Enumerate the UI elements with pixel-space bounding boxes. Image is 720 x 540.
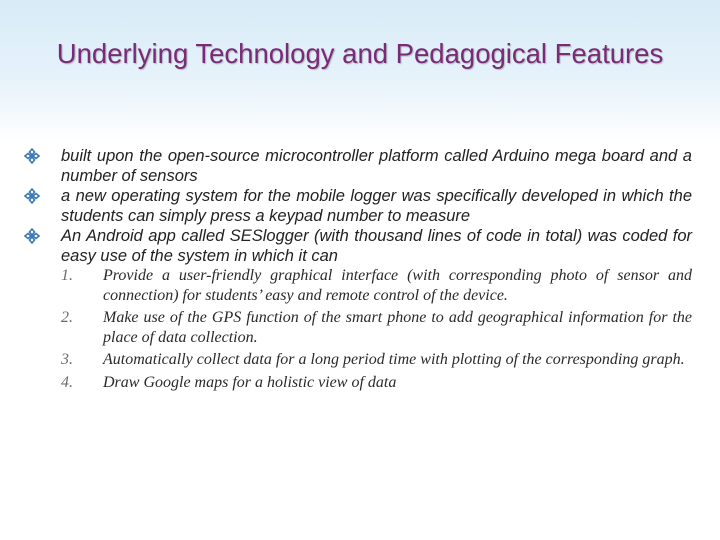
list-item [61,266,692,305]
list-item [61,308,692,347]
list-item-text: Make use of the GPS function of the smart phone to add geographical information for the place of data collection. [103,309,692,346]
list-number: 3. [61,351,73,368]
diamond-bullet-icon [22,226,42,246]
bullet-text: An Android app called SESlogger (with thousand lines of code in total) was coded for easy use of the system in which it can [61,227,692,265]
diamond-bullet-icon [22,186,42,206]
bullet-item [22,226,692,266]
numbered-list [22,266,692,392]
list-item [61,373,692,393]
list-item [61,350,692,370]
slide-content [22,146,692,395]
list-item-text: Provide a user-friendly graphical interface (with corresponding photo of sensor and connection) for students’ easy and remote control of the device. [103,267,692,304]
bullet-text: a new operating system for the mobile logger was specifically developed in which the students can simply press a keypad number to measure [61,187,692,225]
bullet-item [22,146,692,186]
diamond-bullet-icon [22,146,42,166]
bullet-text: built upon the open-source microcontroller platform called Arduino mega board and a number of sensors [61,147,692,185]
list-item-text: Automatically collect data for a long period time with plotting of the corresponding graph. [103,351,685,368]
list-number: 4. [61,373,73,391]
slide-title: Underlying Technology and Pedagogical Features [56,38,664,69]
list-number: 2. [61,309,73,326]
list-number: 1. [61,267,73,284]
list-item-text: Draw Google maps for a holistic view of data [103,373,397,391]
bullet-item [22,186,692,226]
